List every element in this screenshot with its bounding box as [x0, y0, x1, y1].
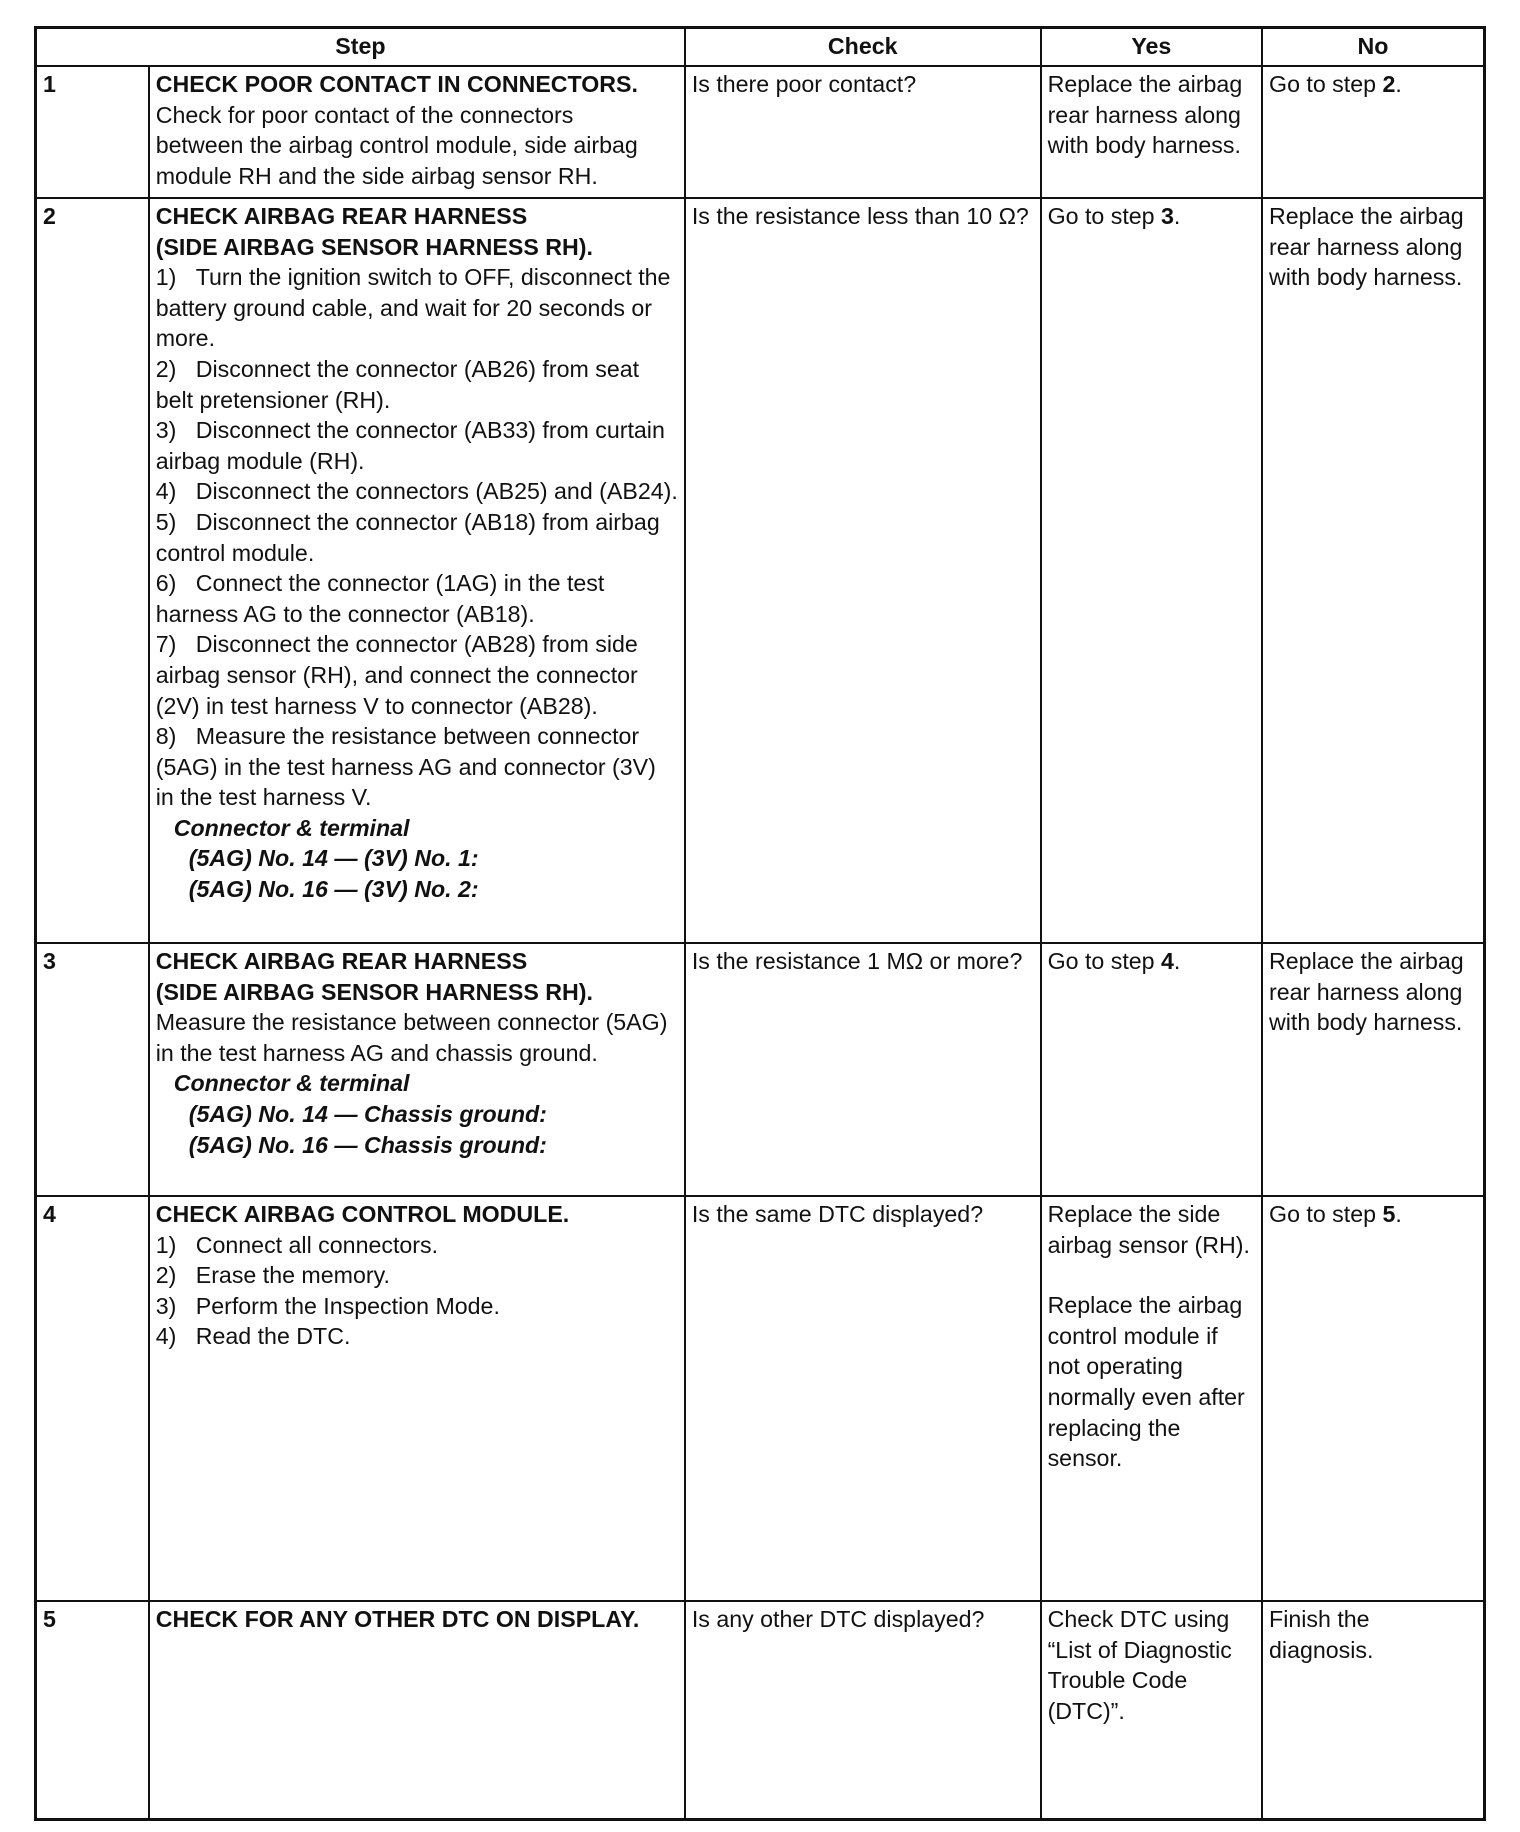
item-text: Measure the resistance between connector (5AG) in the test harness AG and connector (3V) in the test harness V.: [155, 723, 656, 811]
procedure-item: [156, 568, 678, 629]
procedure-item: [156, 721, 678, 813]
header-row: [36, 28, 1485, 67]
yes-cell: [1041, 1196, 1262, 1601]
yes-cell: Replace the airbag rear harness along with body harness.: [1041, 66, 1262, 198]
no-cell: Replace the airbag rear harness along with body harness.: [1262, 943, 1484, 1196]
connector-terminal-spec: (5AG) No. 16 — (3V) No. 2:: [188, 876, 479, 903]
step-number: 5: [36, 1601, 149, 1820]
item-text: Turn the ignition switch to OFF, disconnect the battery ground cable, and wait for 20 seconds or more.: [155, 264, 671, 352]
step-cell: [149, 1601, 685, 1820]
step-cell: [149, 1196, 685, 1601]
yes-text: Replace the side airbag sensor (RH).: [1047, 1201, 1250, 1258]
step-number: 2: [36, 198, 149, 943]
item-number: 2): [155, 355, 177, 382]
check-cell: Is the resistance less than 10 Ω?: [685, 198, 1041, 943]
procedure-item: [156, 415, 678, 476]
item-number: 1): [155, 264, 177, 291]
step-number: 1: [36, 66, 149, 198]
connector-terminal-spec: (5AG) No. 16 — Chassis ground:: [188, 1131, 547, 1158]
step-reference: 3: [1161, 203, 1174, 229]
step-title: CHECK POOR CONTACT IN CONNECTORS.: [155, 71, 638, 97]
table-row: [36, 198, 1485, 943]
header-no: No: [1262, 28, 1484, 67]
header-check: Check: [685, 28, 1041, 67]
yes-cell: Check DTC using “List of Diagnostic Trouble Code (DTC)”.: [1041, 1601, 1262, 1820]
procedure-item: [156, 1321, 678, 1352]
item-text: Disconnect the connector (AB33) from curtain airbag module (RH).: [155, 417, 665, 474]
no-cell: [1262, 1196, 1484, 1601]
check-cell: Is the same DTC displayed?: [685, 1196, 1041, 1601]
item-text: Read the DTC.: [195, 1323, 351, 1350]
yes-cell: [1041, 198, 1262, 943]
connector-terminal-heading: Connector & terminal: [173, 814, 410, 841]
step-cell: [149, 198, 685, 943]
step-title: (SIDE AIRBAG SENSOR HARNESS RH).: [155, 978, 593, 1005]
step-cell: [149, 66, 685, 198]
table-row: [36, 1601, 1485, 1820]
step-text: module RH and the side airbag sensor RH.: [155, 162, 598, 189]
item-text: Disconnect the connectors (AB25) and (AB24).: [195, 478, 678, 505]
step-reference: 2: [1382, 71, 1396, 97]
item-number: 7): [155, 631, 177, 658]
item-number: 3): [155, 1292, 177, 1319]
step-text: between the airbag control module, side airbag: [155, 132, 638, 159]
yes-suffix: .: [1173, 203, 1181, 229]
procedure-item: [156, 507, 678, 568]
no-text: Go to step: [1269, 71, 1383, 97]
procedure-item: [156, 1291, 678, 1322]
item-number: 2): [155, 1262, 177, 1289]
no-cell: Finish the diagnosis.: [1262, 1601, 1484, 1820]
item-text: Connect all connectors.: [195, 1231, 439, 1258]
item-number: 3): [155, 417, 177, 444]
yes-text: Go to step: [1047, 203, 1162, 229]
step-text: Measure the resistance between connector (5AG) in the test harness AG and chassis ground.: [155, 1009, 668, 1066]
header-step: Step: [36, 28, 685, 67]
yes-text: Replace the airbag control module if not operating normally even after replacing the sensor.: [1047, 1292, 1245, 1472]
step-title: CHECK AIRBAG REAR HARNESS: [155, 948, 528, 974]
table-row: [36, 943, 1485, 1196]
item-text: Connect the connector (1AG) in the test harness AG to the connector (AB18).: [155, 570, 605, 627]
no-cell: Replace the airbag rear harness along with body harness.: [1262, 198, 1484, 943]
step-number: 3: [36, 943, 149, 1196]
no-cell: [1262, 66, 1484, 198]
procedure-item: [156, 476, 678, 507]
header-yes: Yes: [1041, 28, 1262, 67]
no-text: Go to step: [1269, 1201, 1383, 1227]
step-reference: 5: [1382, 1201, 1396, 1227]
item-text: Disconnect the connector (AB28) from side airbag sensor (RH), and connect the connector (2V) in test harness V to connector (AB28).: [155, 631, 638, 719]
step-reference: 4: [1161, 948, 1174, 974]
item-text: Disconnect the connector (AB26) from seat belt pretensioner (RH).: [155, 355, 640, 413]
procedure-item: [156, 1260, 678, 1291]
check-cell: Is there poor contact?: [685, 66, 1041, 198]
procedure-item: [156, 354, 678, 415]
item-text: Erase the memory.: [195, 1262, 390, 1289]
item-number: 1): [155, 1231, 177, 1258]
procedure-item: [156, 262, 678, 354]
check-cell: Is any other DTC displayed?: [685, 1601, 1041, 1820]
step-number: 4: [36, 1196, 149, 1601]
item-number: 4): [155, 1323, 177, 1350]
procedure-item: [156, 629, 678, 721]
yes-suffix: .: [1173, 948, 1181, 974]
step-text: Check for poor contact of the connectors: [155, 101, 574, 128]
item-number: 4): [155, 478, 177, 505]
yes-text: Go to step: [1047, 948, 1162, 974]
check-cell: Is the resistance 1 MΩ or more?: [685, 943, 1041, 1196]
item-number: 6): [155, 570, 177, 597]
step-title: CHECK FOR ANY OTHER DTC ON DISPLAY.: [155, 1606, 640, 1632]
connector-terminal-spec: (5AG) No. 14 — Chassis ground:: [188, 1100, 547, 1127]
item-text: Perform the Inspection Mode.: [195, 1292, 500, 1319]
step-title: (SIDE AIRBAG SENSOR HARNESS RH).: [155, 233, 593, 260]
no-suffix: .: [1395, 1201, 1402, 1227]
table-row: [36, 1196, 1485, 1601]
connector-terminal-heading: Connector & terminal: [173, 1070, 410, 1097]
connector-terminal-spec: (5AG) No. 14 — (3V) No. 1:: [188, 845, 479, 872]
procedure-item: [156, 1230, 678, 1261]
item-number: 8): [155, 723, 177, 750]
step-title: CHECK AIRBAG CONTROL MODULE.: [155, 1201, 570, 1227]
table-row: [36, 66, 1485, 198]
item-number: 5): [155, 508, 177, 535]
step-title: CHECK AIRBAG REAR HARNESS: [155, 203, 528, 229]
step-cell: [149, 943, 685, 1196]
item-text: Disconnect the connector (AB18) from airbag control module.: [155, 508, 660, 566]
paragraph-gap: [1048, 1260, 1255, 1290]
yes-cell: [1041, 943, 1262, 1196]
no-suffix: .: [1395, 71, 1402, 97]
diagnostic-table: [34, 26, 1486, 1821]
